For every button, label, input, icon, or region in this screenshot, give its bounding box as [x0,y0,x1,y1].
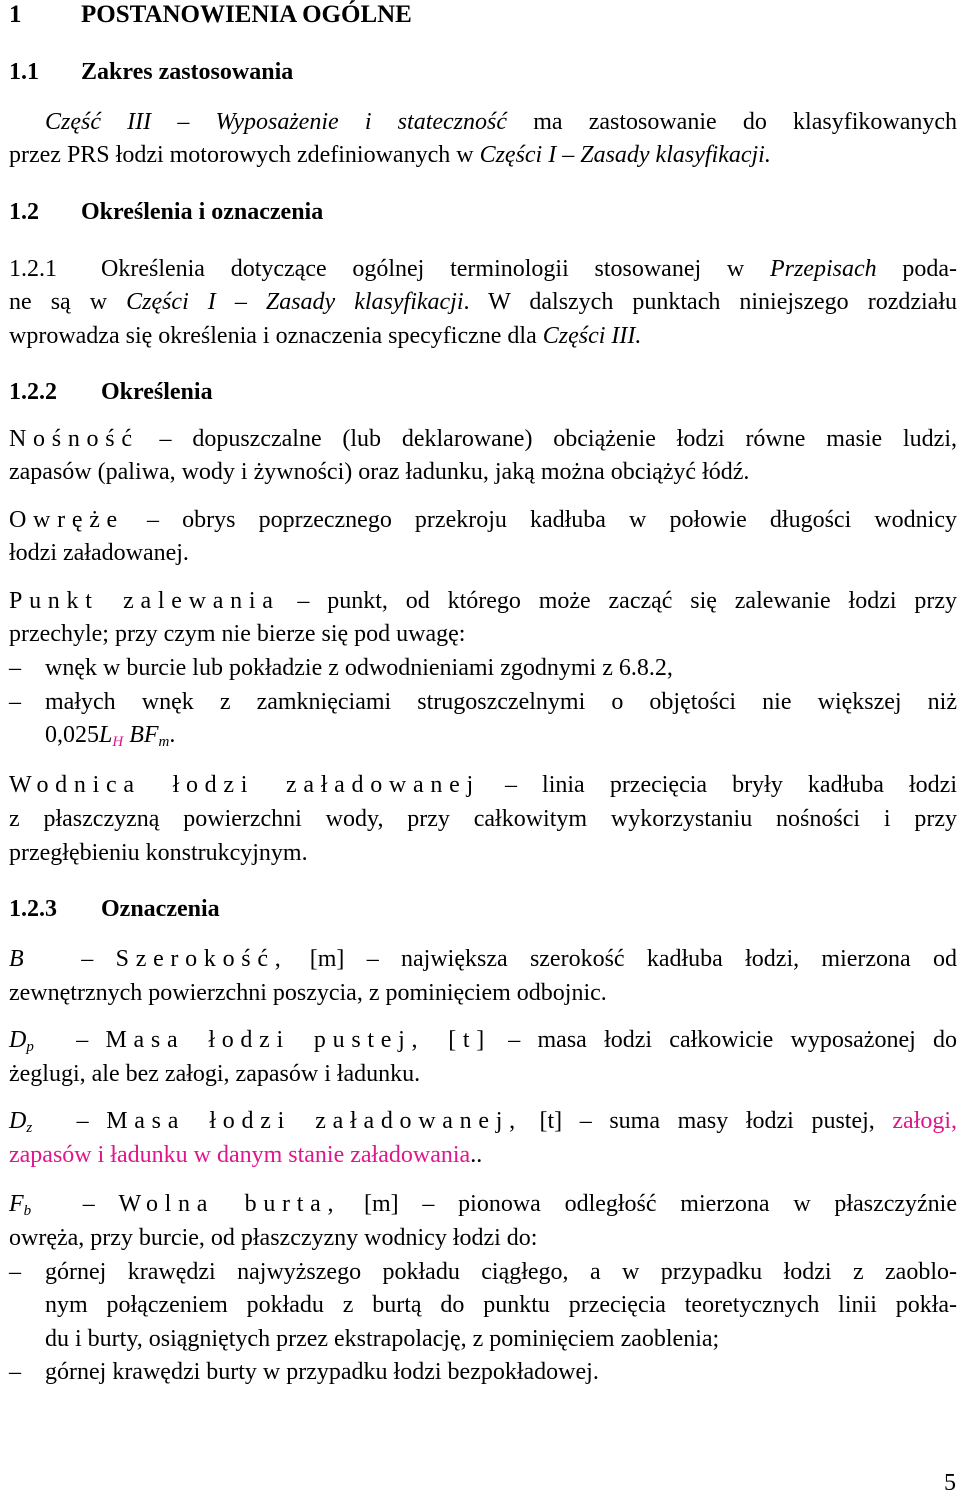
symbol-B-line-2: zewnętrznych powierzchni poszycia, z pominięciem odbojnic. [9,980,607,1006]
definition-wodnica-line-3: przegłębieniu konstrukcyjnym. [9,840,308,866]
definition-punkt-line-2: przechyle; przy czym nie bierze się pod uwagę: [9,621,466,647]
bullet-dash: – [9,1259,21,1285]
bullet-dash: – [9,655,21,681]
bullet-dash: – [9,689,21,715]
page-number: 5 [944,1470,956,1496]
symbol-Dz-line-1: $D_z$ – Masa łodzi załadowanej, [t] – suma masy łodzi pustej, załogi, [9,1108,958,1136]
symbol-Dp-line-1: $D_p$ – Masa łodzi pustej, [t] – masa łodzi całkowicie wyposażonej do [9,1027,958,1055]
paragraph-scope-line-2: przez PRS łodzi motorowych zdefiniowanych w Części I – Zasady klasyfikacji. [9,142,771,168]
definition-wodnica-line-2: z płaszczyzną powierzchni wody, przy całkowitym wykorzystaniu nośności i przy [9,806,957,832]
paragraph-1-2-1-line-3: wprowadza się określenia i oznaczenia specyficzne dla Części III. [9,323,642,349]
section-heading-1-2-2: 1.2.2 Określenia [9,379,213,405]
symbol-Fb-line-2: owręża, przy burcie, od płaszczyzny wodnicy łodzi do: [9,1225,538,1251]
symbol-Fb-line-1: $F_b$ – Wolna burta, [m] – pionowa odległość mierzona w płaszczyźnie [9,1191,957,1219]
list-item-continuation: du i burty, osiągniętych przez ekstrapolację, z pominięciem zaoblenia; [45,1326,720,1352]
paragraph-1-2-1-line-1: 1.2.1 Określenia dotyczące ogólnej terminologii stosowanej w Przepisach poda- [9,256,957,282]
symbol-B-line-1: B – Szerokość, [m] – największa szerokość kadłuba łodzi, mierzona od [9,946,958,972]
symbol-Dp-line-2: żeglugi, ale bez załogi, zapasów i ładunku. [9,1061,421,1087]
paragraph-scope-line-1: Część III – Wyposażenie i stateczność ma zastosowanie do klasyfikowanych [45,109,957,135]
symbol-Dz-line-2: zapasów i ładunku w danym stanie załadowania.. [9,1142,483,1168]
section-heading-1-2: 1.2 Określenia i oznaczenia [9,199,324,225]
paragraph-1-2-1-line-2: ne są w Części I – Zasady klasyfikacji. W dalszych punktach niniejszego rozdziału [9,289,957,315]
definition-owreze-line-2: łodzi załadowanej. [9,540,189,566]
bullet-dash: – [9,1359,21,1385]
section-heading-1-1: 1.1 Zakres zastosowania [9,59,294,85]
list-item-continuation: $0,025L_H$ $BF_m$. [45,722,176,750]
list-item-continuation: nym połączeniem pokładu z burtą do punktu przecięcia teoretycznych linii pokła- [45,1292,957,1318]
section-heading-1-2-3: 1.2.3 Oznaczenia [9,896,220,922]
definition-wodnica-line-1: Wodnica łodzi załadowanej – linia przecięcia bryły kadłuba łodzi [9,772,957,798]
definition-punkt-line-1: Punkt zalewania – punkt, od którego może zacząć się zalewanie łodzi przy [9,588,957,614]
definition-nosnosc-line-1: Nośność – dopuszczalne (lub deklarowane) obciążenie łodzi równe masie ludzi, [9,426,957,452]
definition-owreze-line-1: Owręże – obrys poprzecznego przekroju kadłuba w połowie długości wodnicy [9,507,957,533]
definition-nosnosc-line-2: zapasów (paliwa, wody i żywności) oraz ładunku, jaką można obciążyć łódź. [9,459,750,485]
chapter-heading: 1 POSTANOWIENIA OGÓLNE [9,1,412,28]
